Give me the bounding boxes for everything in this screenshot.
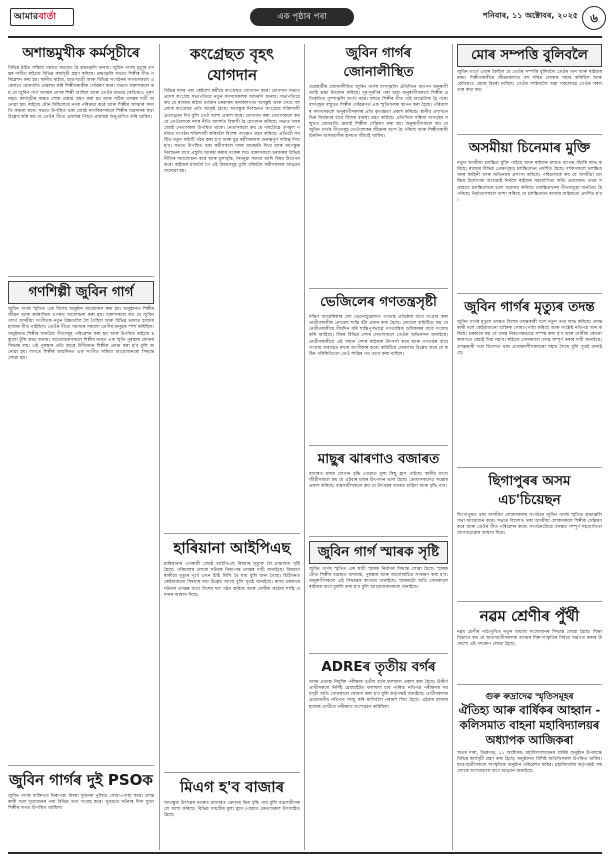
article-body: গুৱাহাটীৰ জোনালীস্থিত জুবিন গাৰ্গৰ বাসগৃহলৈ প্ৰতিদিনে অগণন অনুৰাগী আহি শ্ৰদ্ধা নিবেদন কৰিছে। দূৰ-দূৰণিৰ পৰা অহা অনুৰাগীসকলে শিল্পীৰ প্ৰতিকৃতিত পুষ্পাঞ্জলি অৰ্পণ কৰে। বহুতে শিল্পীৰ গীত গাই আৱেগিক হৈ পৰে। বাসগৃহৰ সন্মুখত শিল্পীৰ সোঁৱৰণত এক স্মৃতিফলক স্থাপন কৰা হৈছে। পৰিয়ালৰ সদস্যসকলে অনুৰাগীসকলৰ প্ৰতি কৃতজ্ঞতা প্ৰকাশ কৰিছে। স্থানীয় প্ৰশাসনে ভিৰ নিয়ন্ত্ৰণৰ বাবে বিশেষ ব্যৱস্থা গ্ৰহণ কৰিছে। প্ৰতিদিনে সন্ধিয়া বাসগৃহৰ সন্মুখত মোমবাতি জ্বলাই শিল্পীক সোঁৱৰণ কৰা হয়। অনুৰাগীসকলে কয় যে জুবিন গাৰ্গৰ গীতসমূহ তেওঁলোকৰ জীৱনৰ অংশ হৈ পৰিছে আৰু শিল্পীগৰাকী চিৰদিন অসমবাসীৰ হৃদয়ত জীয়াই থাকিব। bbox=[309, 85, 448, 140]
article bbox=[8, 281, 154, 761]
article bbox=[309, 541, 448, 649]
article bbox=[457, 472, 602, 597]
column-3 bbox=[309, 44, 448, 850]
article-headline: জুবিন গাৰ্গৰ জোনালীস্থিত bbox=[343, 45, 414, 80]
column-4 bbox=[457, 44, 602, 850]
article-separator bbox=[309, 288, 448, 289]
article-headline: জুবিন গাৰ্গ স্মাৰক সৃষ্টি bbox=[309, 541, 448, 564]
article bbox=[309, 44, 448, 284]
article-body: বিভিন্ন ঠাইত সন্ধিয়া সময়ত সমবেত হৈ শ্ৰদ্ধাঞ্জলি জনায়। জুবিন গাৰ্গৰ মৃত্যুৰ তদন্তৰ দাবীত ৰাইজে বিভিন্ন কাৰ্যসূচী গ্ৰহণ কৰিছে। শ্ৰদ্ধাঞ্জলি সভাত শিল্পীৰ গীত পৰিৱেশন কৰা হয়। স্থানীয় ৰাইজ, ছাত্ৰ-ছাত্ৰী আৰু বিভিন্ন সংগঠনৰ সদস্যসকলে একেলগে মোমবাতি প্ৰজ্বলন কৰি শিল্পীগৰাকীক সোঁৱৰণ কৰে। সভাত বক্তাসকলে কয় যে জুবিন গাৰ্গ অসমৰ প্ৰাণৰ শিল্পী আছিল আৰু তেওঁৰ অভাৱ কেতিয়াও পূৰণ নহয়। কাৰ্যসূচীৰ অন্তত শোক প্ৰস্তাৱ গ্ৰহণ কৰা হয় আৰু সঠিক তদন্তৰ দাবী জনোৱা হয়। ৰাইজে মৌন মিছিলেৰে নগৰ পৰিক্ৰমা কৰে আৰু শিল্পীৰ আত্মাৰ সদ্গতি কামনা কৰে। সভাত উপস্থিত থকা জ্যেষ্ঠ নাগৰিকসকলে শিল্পীৰ অৱদানৰ কথা উল্লেখ কৰি কয় যে তেওঁৰ গীতে প্ৰজন্মৰ পিছত প্ৰজন্মক অনুপ্ৰাণিত কৰি থাকিব। bbox=[8, 66, 154, 121]
article-headline: ভেজিলেৰ গণতন্ত্ৰসৃষ্টী bbox=[320, 294, 437, 310]
article-separator bbox=[457, 293, 602, 294]
article-separator bbox=[8, 276, 154, 277]
column-1 bbox=[8, 44, 154, 850]
article-separator bbox=[8, 765, 154, 766]
page-section-tab: এক পৃষ্ঠাৰ পৰা bbox=[250, 8, 354, 26]
article-body: ছিংগাপুৰত থকা অসমীয়া লোকসকলৰ সংগঠনে জুবিন গাৰ্গৰ স্মৃতিত শ্ৰদ্ধাঞ্জলি সভা আয়োজন কৰে। সভাত বিদেশত থকা অসমীয়া লোকসকলে শিল্পীক সোঁৱৰণ কৰে আৰু তেওঁৰ গীত পৰিৱেশন কৰে। সংগঠনটোৱে তদন্তত সম্পূৰ্ণ সহযোগিতা আগবঢ়োৱাৰ আশ্বাস দিয়ে। bbox=[457, 513, 602, 537]
article-separator bbox=[457, 684, 602, 685]
article-headline: ঐতিহ্য আৰু বাৰ্ষিকৰ আহ্বান - কলিসমাত বাহনা মহাবিদ্যালয়ৰ অধ্যাপক আজিকৰা bbox=[458, 703, 601, 747]
article-body: অতম দাৰা, ডিব্ৰুগড়, ১১ অক্টোবৰ: মহাবিদ্যালয়খনৰ বাৰ্ষিক অনুষ্ঠান উপলক্ষে বিভিন্ন কাৰ্যসূচী গ্ৰহণ কৰা হৈছে। অনুষ্ঠানত বিশিষ্ট অতিথিসকল উপস্থিত থাকিব। ছাত্ৰ-ছাত্ৰীসকলে সাংস্কৃতিক অনুষ্ঠান পৰিৱেশন কৰিব। মহাবিদ্যালয় কৰ্তৃপক্ষই সকলোকে অংশগ্ৰহণৰ বাবে আহ্বান জনাইছে। bbox=[457, 751, 602, 775]
article bbox=[309, 293, 448, 441]
article bbox=[309, 450, 448, 532]
column-2 bbox=[164, 44, 300, 850]
article-separator bbox=[309, 653, 448, 654]
column-divider bbox=[452, 44, 453, 850]
article-body: বজাৰত মাছৰ যোগান বৃদ্ধি পোৱাত মূল্য কিছু হ্ৰাস পাইছে। স্থানীয় মৎস্যজীৱীসকলে কয় যে এইবাৰ মাছৰ উৎপাদন ভাল হৈছে। ক্ৰেতাসকলেও সন্তোষ প্ৰকাশ কৰিছে। ব্যৱসায়ীসকলে কয় যে উৎসৱৰ বতৰত চাহিদা আৰু বৃদ্ধি পাব। bbox=[309, 472, 448, 490]
article-headline: জুবিন গাৰ্গৰ দুই PSOক bbox=[9, 771, 153, 789]
article-body: আগন্তুক উৎসৱৰ বতৰত বাজাৰত ক্ৰেতাৰ ভিৰ বৃদ্ধি পাব বুলি ব্যৱসায়ীসকলে আশা কৰিছে। বিভিন্ন সামগ্ৰীৰ মূল্য হ্ৰাস পোৱাত ক্ৰেতাসকল উৎসাহিত হৈছে। bbox=[164, 801, 300, 819]
article bbox=[457, 689, 602, 839]
article-headline: মাছুৰ ঝাৰণাও বজাৰত bbox=[317, 451, 440, 467]
article-headline: অসমীয়া চিনেমাৰ মুক্তি bbox=[468, 140, 591, 156]
article-headline: হাৰিয়ানা আইপিএছ bbox=[173, 539, 291, 557]
article bbox=[164, 44, 300, 529]
logo-prefix: আমার bbox=[14, 12, 39, 22]
article-separator bbox=[309, 445, 448, 446]
article-headline: অশান্তমুখীক কৰ্মসূচীৰে bbox=[22, 45, 140, 61]
masthead-rule bbox=[8, 36, 602, 38]
article bbox=[457, 139, 602, 289]
article-body: জুবিন গাৰ্গে এবাৰ কৈছিল যে তেওঁৰ সম্পত্তি বুলিবলৈ তেওঁৰ গান আৰু ৰাইজৰ মৰম। শিল্পীগৰাকীয়ে জীৱনকালত বহু দৰিদ্ৰ লোকক সহায় কৰিছিল আৰু কেতিয়াও প্ৰচাৰ বিচৰা নাছিল। তেওঁৰ সান্নিধ্যলৈ অহা সকলোৱে তেওঁৰ সৰলতাৰ কথা কয়। bbox=[457, 70, 602, 94]
article-body: বিভিন্ন দলৰ পৰা কেইবাশ কৰ্মীয়ে কংগ্ৰেছত যোগদান কৰে। যোগদান সভাত প্ৰদেশ কংগ্ৰেছ সভাপতিয়ে নতুন সদস্যসকলক আদৰণি জনায়। সভাপতিয়ে কয় যে ৰাজ্যৰ ৰাইজ বৰ্তমান চৰকাৰৰ কাৰ্যকলাপত অসন্তুষ্ট আৰু সেয়ে বহু লোক কংগ্ৰেছৰ প্ৰতি আকৃষ্ট হৈছে। আগন্তুক নিৰ্বাচনত কংগ্ৰেছে শক্তিশালী প্ৰত্যাহ্বান দিব বুলি তেওঁ আশা প্ৰকাশ কৰে। যোগদান কৰা নেতাসকলে কয় যে তেওঁলোকে দলৰ নীতি আদৰ্শত বিশ্বাসী হৈ যোগদান কৰিছে। সভাত দলৰ জ্যেষ্ঠ নেতাসকল উপস্থিত থাকে। নেতাসকলে কয় যে দলটোৱে তৃণমূল পৰ্যায়ত সংগঠন শক্তিশালী কৰিবলৈ বিশেষ পদক্ষেপ গ্ৰহণ কৰিছে। প্ৰতিটো সমষ্টিত নতুন কমিটি গঠন কৰা হ'ব আৰু যুৱ কৰ্মীসকলক গুৰুত্বপূৰ্ণ দায়িত্ব দিয়া হ'ব। সভাত উপস্থিত থকা কৰ্মীসকলে দলৰ জয়ধ্বনি দিয়ে আৰু আগন্তুক নিৰ্বাচনৰ বাবে প্ৰস্তুতি আৰম্ভ কৰাৰ সংকল্প লয়। বক্তাসকলে চৰকাৰৰ বিভিন্ন নীতিৰ সমালোচনা কৰে আৰু মূল্যবৃদ্ধি, নিবনুৱা সমস্যা আদি বিষয় উত্থাপন কৰে। ৰাইজৰ মাজলৈ গৈ এই বিষয়সমূহ তুলি ধৰিবলৈ কৰ্মীসকলক আহ্বান জনোৱা হয়। bbox=[164, 89, 300, 175]
article bbox=[457, 606, 602, 680]
article-body: জুবিন গাৰ্গৰ স্মৃতিত এক বিশেষ অনুষ্ঠান আয়োজন কৰা হয়। অনুষ্ঠানত শিল্পীৰ জীৱন আৰু কৰ্মৰাজিৰ ওপৰত আলোচনা কৰা হয়। বক্তাসকলে কয় যে জুবিন গাৰ্গে অসমীয়া সংগীতক নতুন উচ্চতালৈ লৈ গৈছিল আৰু বিভিন্ন ভাষাত হাজাৰ হাজাৰ গীত গাইছিল। তেওঁৰ গীতে সমাজৰ সকলো শ্ৰেণীৰ মানুহক স্পৰ্শ কৰিছিল। অনুষ্ঠানত শিল্পীৰ জনপ্ৰিয় গীতসমূহ পৰিৱেশন কৰা হয় আৰু উপস্থিত ৰাইজে চকুলো টুকি শ্ৰদ্ধা জনায়। আয়োজকসকলে শিল্পীৰ নামত এক স্মৃতি পুৰস্কাৰ প্ৰদানৰ সিদ্ধান্ত লয়। এই পুৰস্কাৰ প্ৰতি বছৰে উদীয়মান শিল্পীক প্ৰদান কৰা হ'ব বুলি জনোৱা হয়। লগতে শিল্পীৰ জন্মদিনত এক সংগীত সন্ধিয়া আয়োজনৰো সিদ্ধান্ত লোৱা হয়। bbox=[8, 307, 154, 362]
article-headline: গণশিল্পী জুবিন গাৰ্গ bbox=[8, 281, 154, 304]
footer-rule bbox=[8, 852, 602, 854]
article bbox=[457, 298, 602, 463]
article bbox=[164, 538, 300, 768]
article-headline: কংগ্ৰেছত বৃহৎ যোগদান bbox=[189, 45, 275, 84]
article-headline: মিএগ হ'ব বাজাৰ bbox=[179, 778, 285, 796]
article-separator bbox=[457, 467, 602, 468]
article-headline: ADREৰ তৃতীয় বৰ্গৰ bbox=[321, 659, 436, 675]
article-body: নৱম শ্ৰেণীৰ পাঠ্যপুথিত নতুন অধ্যায় সংযোজনৰ সিদ্ধান্ত লোৱা হৈছে। শিক্ষা বিভাগে কয় যে ছাত্ৰ-ছাত্ৰীসকলক অসমৰ শিল্প-সংস্কৃতিৰ বিষয়ে অৱগত কৰাৰ উদ্দেশ্যে এই পদক্ষেপ লোৱা হৈছে। bbox=[457, 630, 602, 648]
article-separator bbox=[457, 134, 602, 135]
article-separator bbox=[309, 536, 448, 537]
article-body: জুবিন গাৰ্গৰ মৃত্যুৰ তদন্তত বিশেষ তদন্তকাৰী দলে নতুন তথ্য লাভ কৰিছে। তদন্তকাৰী দলে কেইবাজনো ব্যক্তিক সোধা-পোছা কৰিছে আৰু সংশ্লিষ্ট নথিপত্ৰ জব্দ কৰিছে। চৰকাৰে কয় যে তদন্ত নিৰপেক্ষভাৱে সম্পন্ন কৰা হ'ব আৰু দোষীক কোনো কাৰণতে ৰেহাই দিয়া নহ'ব। ৰাইজে সোনকালে তদন্ত সম্পূৰ্ণ কৰাৰ দাবী জনাইছে। তদন্তকাৰী দলে বিদেশত থকা প্ৰত্যক্ষদৰ্শীসকলৰো সহায় লৈছে বুলি সূত্ৰই জনাইছে। bbox=[457, 320, 602, 356]
article-separator bbox=[164, 533, 300, 534]
article-body: নতুন অসমীয়া চলচ্চিত্ৰ মুক্তি পাইছে আৰু ৰাইজৰ মাজত ব্যাপক সঁহাৰি লাভ কৰিছে। ৰাজ্যৰ বিভিন্ন প্ৰেক্ষাগৃহত চলচ্চিত্ৰখন প্ৰদৰ্শিত হৈছে। দৰ্শকসকলে চলচ্চিত্ৰখনৰ কাহিনী আৰু অভিনয়ৰ প্ৰশংসা কৰিছে। পৰিচালকে কয় যে অসমীয়া চলচ্চিত্ৰ উদ্যোগক আগুৱাই নিবলৈ ৰাইজৰ সহযোগিতা অতি প্ৰয়োজন। প্ৰথম সপ্তাহতে চলচ্চিত্ৰখনে ভাল ব্যৱসায় কৰিছে। চলচ্চিত্ৰখনৰ গীতসমূহো জনপ্ৰিয় হৈ পৰিছে। নিৰ্মাতাসকলে আশা কৰিছে যে চলচ্চিত্ৰখন ৰাজ্যৰ বাহিৰতো প্ৰদৰ্শিত হ'ব। bbox=[457, 161, 602, 203]
article-headline: জুবিন গাৰ্গৰ মৃত্যুৰ তদন্ত bbox=[464, 299, 595, 315]
article bbox=[164, 777, 300, 847]
article bbox=[8, 44, 154, 272]
article bbox=[309, 658, 448, 848]
newspaper-logo bbox=[10, 8, 74, 26]
article-headline: মোৰ সম্পত্তি বুলিবলৈ bbox=[457, 44, 602, 67]
article-separator bbox=[457, 601, 602, 602]
masthead bbox=[0, 0, 610, 40]
article-headline: নৱম শ্ৰেণীৰ পুঁৰ্থী bbox=[479, 607, 580, 625]
article-separator bbox=[164, 772, 300, 773]
column-divider bbox=[304, 44, 305, 850]
article bbox=[457, 44, 602, 130]
article-kicker: গুৰু ৰুদ্ৰাদেৱ স্মৃতিসমূহৰ bbox=[485, 692, 574, 702]
column-divider bbox=[159, 44, 160, 850]
issue-date: শনিবাৰ, ১১ অক্টোবৰ, ২০২৫ bbox=[483, 11, 578, 20]
article-body: জুবিন গাৰ্গৰ ব্যক্তিগত নিৰাপত্তা বিষয়া দুজনক পুলিচে সোধা-পোছা কৰে। তদন্তকাৰী দলে দুয়োজনৰ পৰা বিভিন্ন তথ্য সংগ্ৰহ কৰে। সূত্ৰমতে ঘটনাৰ দিনা দুয়ো শিল্পীৰ লগত উপস্থিত আছিল। bbox=[8, 794, 154, 812]
article-headline: ছিগাপুৰৰ অসম এচ'চিয়েছন bbox=[488, 473, 571, 508]
article-body: দক্ষিণ আমেৰিকাৰ দেশ ভেনেজুৱেলাত গণতন্ত্ৰ প্ৰতিষ্ঠাৰ বাবে সংগ্ৰাম কৰা নেত্ৰীগৰাকীক নোবেল শান্তি বঁটা প্ৰদান কৰা হৈছে। নোবেল কমিটিয়ে কয় যে নেত্ৰীগৰাকীয়ে দীৰ্ঘদিন ধৰি শান্তিপূৰ্ণভাৱে গণতান্ত্ৰিক অধিকাৰৰ বাবে সংগ্ৰাম কৰি আহিছে। বিশ্বৰ বিভিন্ন দেশৰ নেতাসকলে তেওঁক অভিনন্দন জনাইছে। নেত্ৰীগৰাকীয়ে এই সন্মান দেশৰ ৰাইজক উৎসৰ্গা কৰে আৰু গণতন্ত্ৰৰ বাবে সংগ্ৰাম অব্যাহত ৰখাৰ অংগীকাৰ কৰে। কমিটিয়ে ঘোষণাত উল্লেখ কৰে যে কঠিন পৰিস্থিতিতো তেওঁ শান্তিৰ পথ ত্যাগ কৰা নাছিল। bbox=[309, 315, 448, 357]
article-body: হাৰিয়ানাৰ এগৰাকী জ্যেষ্ঠ আইপিএছ বিষয়াৰ মৃত্যুক লৈ চাঞ্চল্যৰ সৃষ্টি হৈছে। পৰিয়ালৰ লোকে ঘটনাৰ নিৰপেক্ষ তদন্তৰ দাবী জনাইছে। বিষয়াগৰাকীয়ে মৃত্যুৰ পূৰ্বে এখন চিঠি লিখি থৈ যায় বুলি জনা গৈছে। চিঠিখনত কেইবাজনো বিষয়াৰ নাম উল্লেখ আছে বুলি সূত্ৰই জনাইছে। ৰাজ্য চৰকাৰে ঘটনাৰ তদন্তৰ বাবে বিশেষ দল গঠন কৰিছে আৰু দোষীক কঠোৰ শাস্তি প্ৰদানৰ আশ্বাস দিছে। bbox=[164, 562, 300, 598]
article-body: জুবিন গাৰ্গৰ স্মৃতিত এক স্থায়ী স্মাৰক নিৰ্মাণৰ সিদ্ধান্ত লোৱা হৈছে। স্মাৰকটোত শিল্পীৰ ব্যৱহৃত বাদ্যযন্ত্ৰ, পুৰস্কাৰ আৰু আলোকচিত্ৰ সংৰক্ষণ কৰা হ'ব। অনুৰাগীসকলে এই সিদ্ধান্তক স্বাগতম জনাইছে। স্মাৰকটো অতি সোনকালে ৰাইজৰ বাবে মুকলি কৰা হ'ব বুলি আয়োজকসকলে জনাইছে। bbox=[309, 567, 448, 591]
page-number: ৬ bbox=[582, 6, 606, 30]
article bbox=[8, 770, 154, 840]
logo-suffix: বার্তা bbox=[38, 12, 57, 22]
article-body: অসম প্ৰত্যক্ষ নিযুক্তি পৰীক্ষাৰ তৃতীয় বৰ্গৰ ফলাফল প্ৰকাশ কৰা হৈছে। উত্তীৰ্ণ প্ৰাৰ্থীসকলে নিৰ্দিষ্ট ৱেবছাইটত ফলাফল চাব পাৰিব। নথিপত্ৰ পৰীক্ষণৰ সময়সূচী অতি সোনকালে ঘোষণা কৰা হ'ব বুলি কৰ্তৃপক্ষই জনাইছে। প্ৰাৰ্থীসকলক প্ৰয়োজনীয় নথিপত্ৰ সাজু কৰি ৰাখিবলৈ পৰামৰ্শ দিয়া হৈছে। এইবাৰ হাজাৰ হাজাৰ প্ৰাৰ্থীয়ে পৰীক্ষাত অংশগ্ৰহণ কৰিছিল। bbox=[309, 680, 448, 710]
